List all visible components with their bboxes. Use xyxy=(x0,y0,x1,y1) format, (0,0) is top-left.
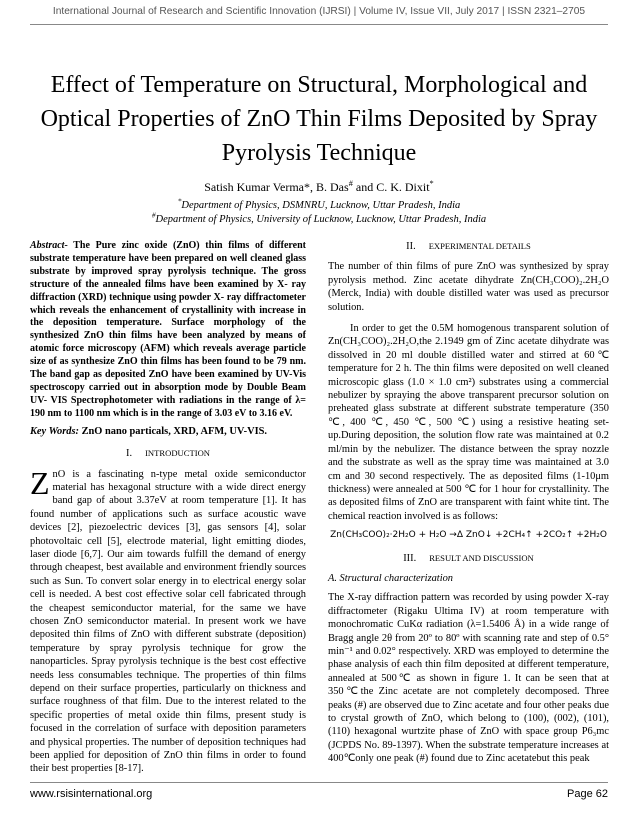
paper-title: Effect of Temperature on Structural, Morphological and Optical Properties of ZnO Thin Films Deposited by Spray Pyrolysis Technique xyxy=(40,72,598,166)
intro-dropcap: Z xyxy=(30,464,50,501)
affiliation-2 xyxy=(0,210,638,225)
keywords xyxy=(30,425,306,438)
abstract-text: The Pure zinc oxide (ZnO) thin films of different substrate temperature have been prepared on well cleaned glass substrate by improved spray pyrolysis technique. The gross structure of the annealed films have been examined by X- ray diffraction (XRD) technique using powder X- ray diffractometer which reveals the enhancement of crystallinity with increase in the deposition temperature. Surface morphology of the synthesized ZnO thin films have been analyzed by means of atomic force microscopy (AFM) which reveals average particle size of as synthesize ZnO thin films has been found to be 79 nm. The band gap as deposited ZnO have been examined by UV-Vis spectroscopy carried out in absorption mode by Double Beam UV- VIS Spectrophotometer with radiations in the range of λ= 190 nm to 1100 nm which is in the range of 3.03 eV to 3.16 eV. xyxy=(30,240,306,419)
footer-rule xyxy=(30,782,608,783)
experimental-heading xyxy=(328,240,609,253)
keywords-label: Key Words: xyxy=(30,425,79,437)
abstract xyxy=(30,240,306,421)
intro-heading-text: INTRODUCTION xyxy=(145,448,210,459)
intro-paragraph xyxy=(30,464,306,776)
affiliation-2-mark: # xyxy=(151,210,156,220)
intro-heading xyxy=(30,447,306,460)
keywords-text: ZnO nano particals, XRD, AFM, UV-VIS. xyxy=(78,425,267,437)
author-names-2: and C. K. Dixit xyxy=(352,180,430,194)
page-number: Page 62 xyxy=(567,788,608,800)
experimental-paragraph-1: The number of thin films of pure ZnO was synthesized by spray pyrolysis method. Zinc acetate dihydrate Zn(CH₃COO)₂.2H₂O (Merck, India) with double distilled water was used as precursor solution. xyxy=(328,261,609,313)
affiliation-1-text: Department of Physics, DSMNRU, Lucknow, Uttar Pradesh, India xyxy=(181,200,461,211)
results-heading-num: III. xyxy=(403,552,417,564)
right-column xyxy=(328,240,609,766)
results-subheading: A. Structural characterization xyxy=(328,572,453,584)
results-heading-text: RESULT AND DISCUSSION xyxy=(429,552,534,563)
author-mark-1: # xyxy=(348,179,353,188)
affiliation-1-mark: * xyxy=(177,196,182,206)
footer-website-link[interactable]: www.rsisinternational.org xyxy=(30,788,153,800)
journal-header: International Journal of Research and Scientific Innovation (IJRSI) | Volume IV, Issue VII, July 2017 | ISSN 2321–2705 xyxy=(52,6,586,17)
experimental-paragraph-2: In order to get the 0.5M homogenous transparent solution of Zn(CH₃COO)₂.2H₂O,the 2.1949 gm of Zinc acetate dihydrate was dissolved in 20 ml double distilled water and stirred at 60℃ temperature for 2 h. The thin films were deposited on well cleaned microscopic glass (1.0 × 1.0 cm²) substrates using a commercial nebulizer by spraying the above transparent precursor solution on preheated glass substrate at different substrate temperature (350 ℃, 400 ℃, 450 ℃, 500 ℃) using a resistive heating set-up.During deposition, the solution flow rate was maintained at 0.2 ml/min by the nebulizer. The distance between the spray nozzle and the substrate as well as the spray time was maintained at 3.0 cm and 30 second respectively. The as deposited films (1-10μm thickness) were annealed at 500 ℃ for 1 hour for crystallinity. The as deposited films of ZnO are transparent with faint white tint. The chemical reaction involved is as follows: xyxy=(328,323,609,522)
author-names-1: Satish Kumar Verma*, B. Das xyxy=(204,180,349,194)
affiliation-2-text: Department of Physics, University of Lucknow, Lucknow, Uttar Pradesh, India xyxy=(155,214,487,225)
results-heading xyxy=(328,552,609,565)
author-mark-2: * xyxy=(429,179,434,188)
experimental-heading-text: EXPERIMENTAL DETAILS xyxy=(428,241,531,251)
intro-text: nO is a fascinating n-type metal oxide semiconductor material has hexagonal structure with a wide direct energy band gap of about 3.37eV at room temperature [1]. It has found number of applications such as surface acoustic wave devices [2], piezoelectric devices [3], gas sensors [4], solar photovoltaic cell [5], electrode material, light emitting diodes, laser diode [6,7]. Our aim towards fulfill the demand of energy through cheapest, best available and environment friendly sources such as Sun. To convert solar energy in to electrical energy solar cell is needed. A best cost effective solar cell fabricated through the cheapest semiconductor material, for the same we have chosen ZnO semiconductor material. In present work we have deposited thin films of ZnO with different substrate (deposition) temperature by spray pyrolysis technique for grow the nanoparticles. Spray pyrolysis technique is the best cost effective needs less consumables technique. The properties of thin films depend on their surface properties, particularly on thickness and surface roughness of that film. Due to the interest related to the specific properties of metal oxide thin films, present study is focused in the correlation of surface with deposition parameters and physical properties. The number of deposition techniques had been applied for deposition of ZnO thin films in order to found their best properties [8-17]. xyxy=(30,468,306,775)
results-paragraph-1: The X-ray diffraction pattern was recorded by using powder X-ray diffractometer (Rigaku Ultima IV) at room temperature with monochromatic CuKα radiation (λ=1.5406 Å) in a wide range of Bragg angle 2θ from 20º to 80º with scanning rate and step of 0.5° min⁻¹ and 0.02° respectively. XRD was employed to determine the phase analysis of each thin film deposited at different temperature, annealed at 500℃ as shown in figure 1. It can be seen that at 350℃the Zinc acetate are not completely decomposed. Three peaks (#) are observed due to Zinc acetate and four other peaks due to crystal growth of ZnO, which belong to (100), (002), (101), (110) hexagonal wurtzite phase of ZnO with space group P6₃mc (JCPDS No. 89-1397). When the substrate temperature increases at 400℃only one peak (#) found due to Zinc acetatebut this peak xyxy=(328,592,609,765)
abstract-label: Abstract- xyxy=(30,240,68,251)
header-rule xyxy=(30,24,608,25)
left-column xyxy=(30,240,306,776)
affiliation-1 xyxy=(0,196,638,211)
intro-heading-num: I. xyxy=(126,448,133,460)
experimental-heading-num: II. xyxy=(406,241,416,252)
reaction-equation: Zn(CH₃COO)₂·2H₂O + H₂O →Δ ZnO↓ +2CH₄↑ +2CO₂↑ +2H₂O xyxy=(330,530,607,541)
author-line xyxy=(0,180,638,195)
